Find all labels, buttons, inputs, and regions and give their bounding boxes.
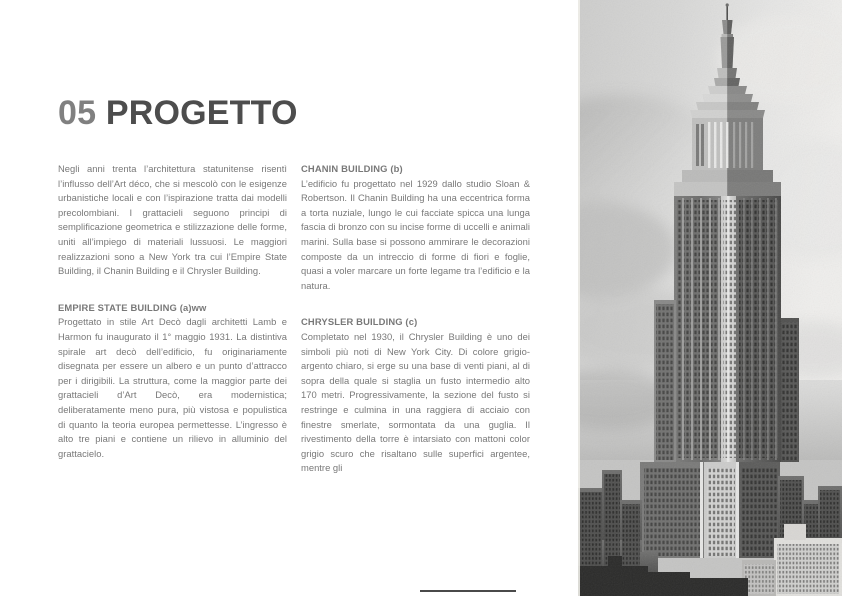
section-heading-chanin-building: CHANIN BUILDING (b): [301, 163, 403, 174]
page-title-number: 05: [58, 94, 97, 132]
empire-state-building-paragraph: Progettato in stile Art Decò dagli architetti Lamb e Harmon fu inaugurato il 1° maggio 1931. La distintiva spirale art decò dell’edificio, fu originariamente disegnata per essere un albero e un punto d’attracco per i dirigibili. La struttura, come la maggior parte dei grattacieli d’Art Decò, era modernistica; deliberatamente meno pura, più vistosa e populistica di quanto la teoria europea permettesse. L’ingresso è alto tre piani e contiene un rilievo in alluminio del grattacielo.: [58, 316, 287, 459]
section-heading-empire-state-building: EMPIRE STATE BUILDING (a)ww: [58, 301, 207, 313]
empire-state-building-photo: [578, 0, 842, 596]
photo-artwork: [578, 0, 842, 596]
chanin-building-paragraph: L’edificio fu progettato nel 1929 dallo studio Sloan & Robertson. Il Chanin Building ha una eccentrica forma a torta nuziale, lungo le cui facciate spicca una lunga fascia di bronzo con su incise forme di uccelli e animali marini. Sulla base si possono ammirare le decorazioni composte da un intreccio di forme di fiori e foglie, quasi a voler marcare un forte legame tra l’edificio e la natura.: [301, 177, 530, 291]
footer-rule: [420, 590, 516, 592]
text-column-1: [58, 162, 287, 476]
section-heading-chrysler-building: CHRYSLER BUILDING (c): [301, 316, 418, 328]
chrysler-building-paragraph: Completato nel 1930, il Chrysler Building è uno dei simboli più noti di New York City. Di colore grigio-argento chiaro, si erge su una base di venti piani, al di sopra della quale si staglia un fusto intermedio alto 170 metri. Progressivamente, la sezione del fusto si restringe e culmina in una raggiera di acciaio con finestre smerlate, sormontata da una guglia. Il rivestimento della torre è intarsiato con mattoni color grigio scuro che risaltano sulle superfici argentee, mentre gli: [301, 330, 530, 474]
text-columns: [58, 162, 530, 476]
page-title: [58, 96, 298, 130]
intro-paragraph: Negli anni trenta l’architettura statunitense risentì l’influsso dell’Art déco, che si mescolò con le esigenze urbanistiche locali e con l’ispirazione tratta dai modelli precolombiani. I grattacieli seguono principi di semplificazione geometrica e stilizzazione delle forme, uniti all’impiego di materiali lussuosi. Le maggiori realizzazioni sono a New York tra cui l’Empire State Building, il Chanin Building e il Chrysler Building.: [58, 163, 287, 277]
page-title-word: PROGETTO: [105, 94, 298, 132]
text-column-2: [301, 162, 530, 476]
